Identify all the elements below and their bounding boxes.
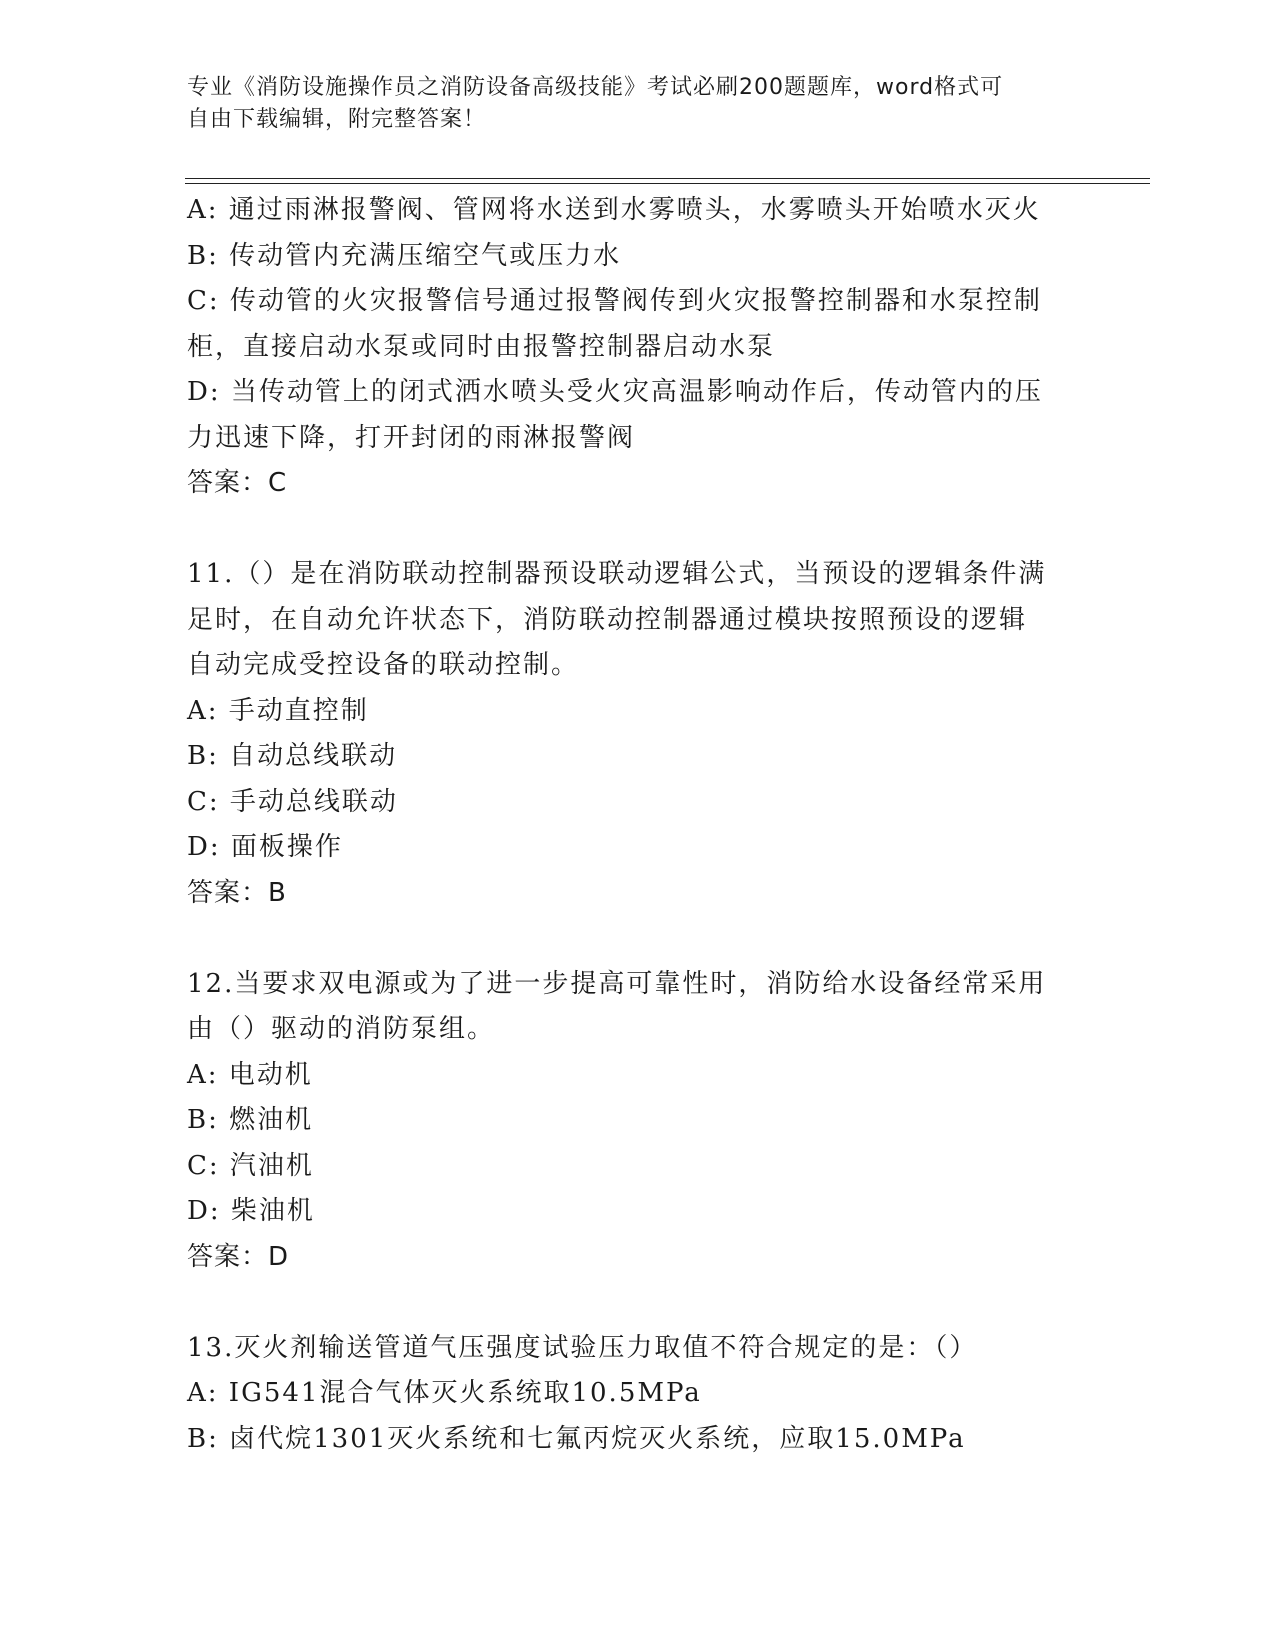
question-13-block: [187, 1326, 1087, 1463]
q11-stem-line-1: 11.（）是在消防联动控制器预设联动逻辑公式，当预设的逻辑条件满: [187, 559, 1047, 589]
q12-option-b: B: 燃油机: [187, 1105, 314, 1135]
q11-answer: 答案：B: [187, 877, 287, 908]
q13-option-b: B: 卤代烷1301灭火系统和七氟丙烷灭火系统，应取15.0MPa: [187, 1423, 966, 1454]
document-header: [187, 72, 1067, 136]
q13-option-a: A: IG541混合气体灭火系统取10.5MPa: [187, 1378, 702, 1408]
header-line-1: 专业《消防设施操作员之消防设备高级技能》考试必刷200题题库，word格式可: [187, 75, 1004, 100]
q10-option-d-line-2: 力迅速下降，打开封闭的雨淋报警阀: [187, 422, 636, 453]
q11-option-d: D: 面板操作: [187, 832, 343, 862]
document-body: [187, 188, 1087, 1462]
spacer: [187, 916, 1087, 962]
q11-stem-line-3: 自动完成受控设备的联动控制。: [187, 650, 580, 680]
q12-answer: 答案：D: [187, 1241, 290, 1272]
question-12-block: [187, 962, 1087, 1281]
q10-option-c-line-1: C: 传动管的火灾报警信号通过报警阀传到火灾报警控制器和水泵控制: [187, 286, 1042, 316]
q12-stem-line-1: 12.当要求双电源或为了进一步提高可靠性时，消防给水设备经常采用: [187, 968, 1047, 999]
q11-stem-line-2: 足时，在自动允许状态下，消防联动控制器通过模块按照预设的逻辑: [187, 604, 1028, 635]
q10-option-b: B: 传动管内充满压缩空气或压力水: [187, 240, 622, 271]
q10-answer: 答案：C: [187, 468, 288, 498]
q10-option-d-line-1: D: 当传动管上的闭式洒水喷头受火灾高温影响动作后，传动管内的压: [187, 377, 1043, 407]
q12-option-c: C: 汽油机: [187, 1150, 314, 1181]
header-line-2: 自由下载编辑，附完整答案！: [187, 107, 487, 132]
question-11-block: [187, 552, 1087, 916]
q10-option-c-line-2: 柜，直接启动水泵或同时由报警控制器启动水泵: [187, 331, 776, 362]
q11-option-a: A: 手动直控制: [187, 695, 369, 726]
header-divider-bottom: [185, 183, 1150, 184]
spacer: [187, 1280, 1087, 1326]
q12-stem-line-2: 由（）驱动的消防泵组。: [187, 1014, 496, 1044]
spacer: [187, 507, 1087, 553]
header-divider-top: [185, 178, 1150, 179]
q11-option-c: C: 手动总线联动: [187, 786, 398, 817]
q10-option-a: A: 通过雨淋报警阀、管网将水送到水雾喷头，水雾喷头开始喷水灭火: [187, 195, 1041, 225]
q12-option-d: D: 柴油机: [187, 1196, 315, 1226]
question-10-block: [187, 188, 1087, 507]
q12-option-a: A: 电动机: [187, 1059, 313, 1090]
q13-stem-line-1: 13.灭火剂输送管道气压强度试验压力取值不符合规定的是：（）: [187, 1332, 978, 1363]
q11-option-b: B: 自动总线联动: [187, 741, 398, 771]
